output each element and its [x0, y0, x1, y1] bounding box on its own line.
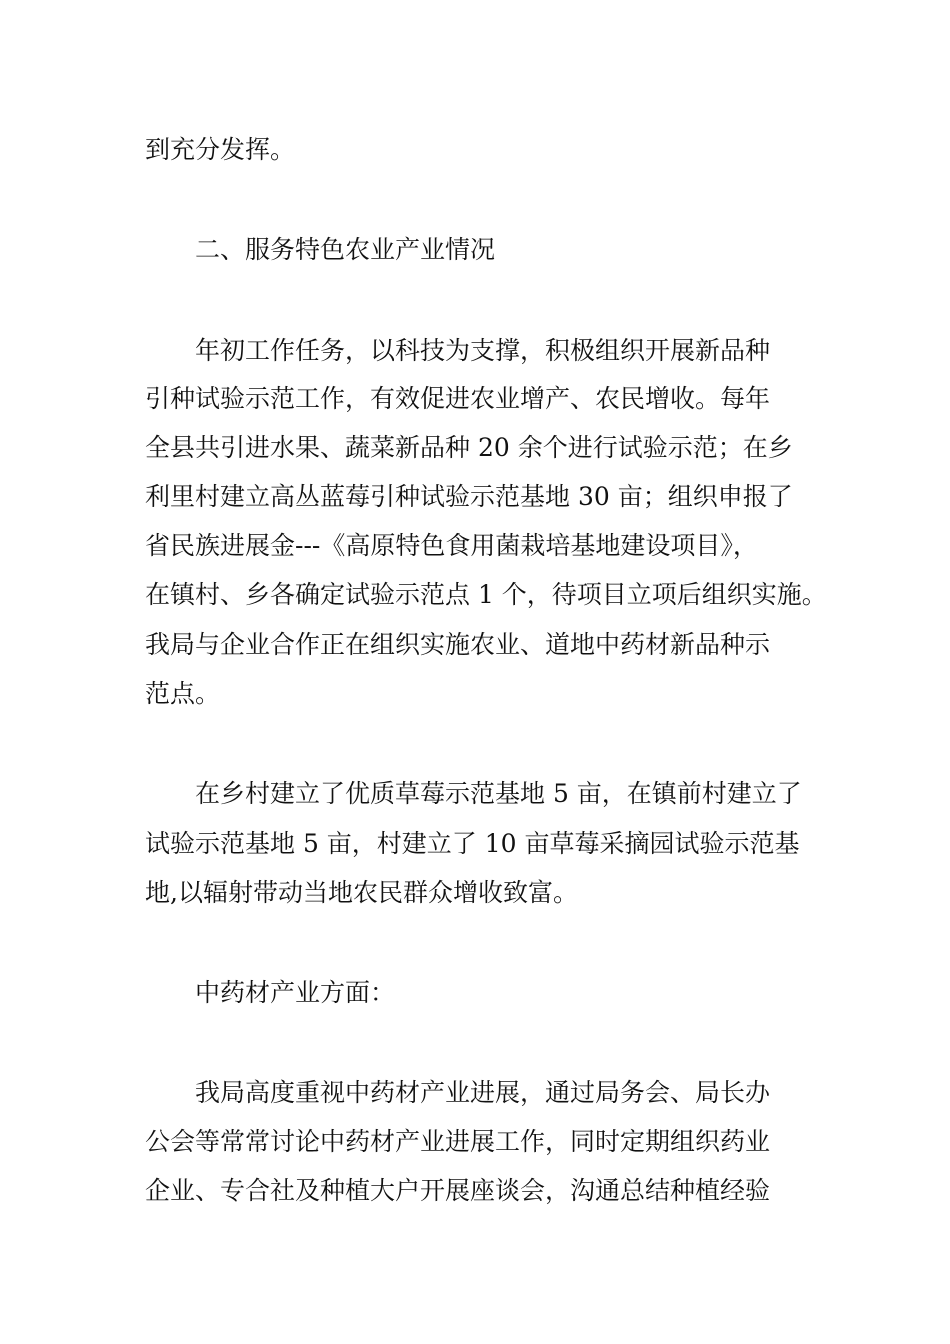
paragraph-line: 公会等常常讨论中药材产业进展工作，同时定期组织药业	[145, 1127, 771, 1156]
paragraph-line: 省民族进展金---《高原特色食用菌栽培基地建设项目》，	[145, 531, 758, 560]
paragraph-line: 范点。	[145, 679, 221, 708]
paragraph-line: 在乡村建立了优质草莓示范基地 5 亩，在镇前村建立了	[195, 779, 802, 808]
paragraph-line: 引种试验示范工作，有效促进农业增产、农民增收。每年	[145, 384, 771, 413]
paragraph-line: 地,以辐射带动当地农民群众增收致富。	[145, 878, 578, 907]
paragraph-line: 企业、专合社及种植大户开展座谈会，沟通总结种植经验	[145, 1176, 771, 1205]
paragraph-line: 到充分发挥。	[145, 135, 296, 164]
paragraph-line: 利里村建立高丛蓝莓引种试验示范基地 30 亩；组织申报了	[145, 482, 793, 511]
paragraph-line: 我局与企业合作正在组织实施农业、道地中药材新品种示	[145, 630, 771, 659]
section-heading: 二、服务特色农业产业情况	[195, 235, 496, 264]
paragraph-line: 全县共引进水果、蔬菜新品种 20 余个进行试验示范；在乡	[145, 433, 793, 462]
subsection-heading: 中药材产业方面：	[195, 978, 396, 1007]
paragraph-line: 年初工作任务，以科技为支撑，积极组织开展新品种	[195, 336, 771, 365]
paragraph-line: 试验示范基地 5 亩，村建立了 10 亩草莓采摘园试验示范基	[145, 829, 800, 858]
paragraph-line: 我局高度重视中药材产业进展，通过局务会、局长办	[195, 1078, 771, 1107]
paragraph-line: 在镇村、乡各确定试验示范点 1 个，待项目立项后组织实施。	[145, 580, 827, 609]
